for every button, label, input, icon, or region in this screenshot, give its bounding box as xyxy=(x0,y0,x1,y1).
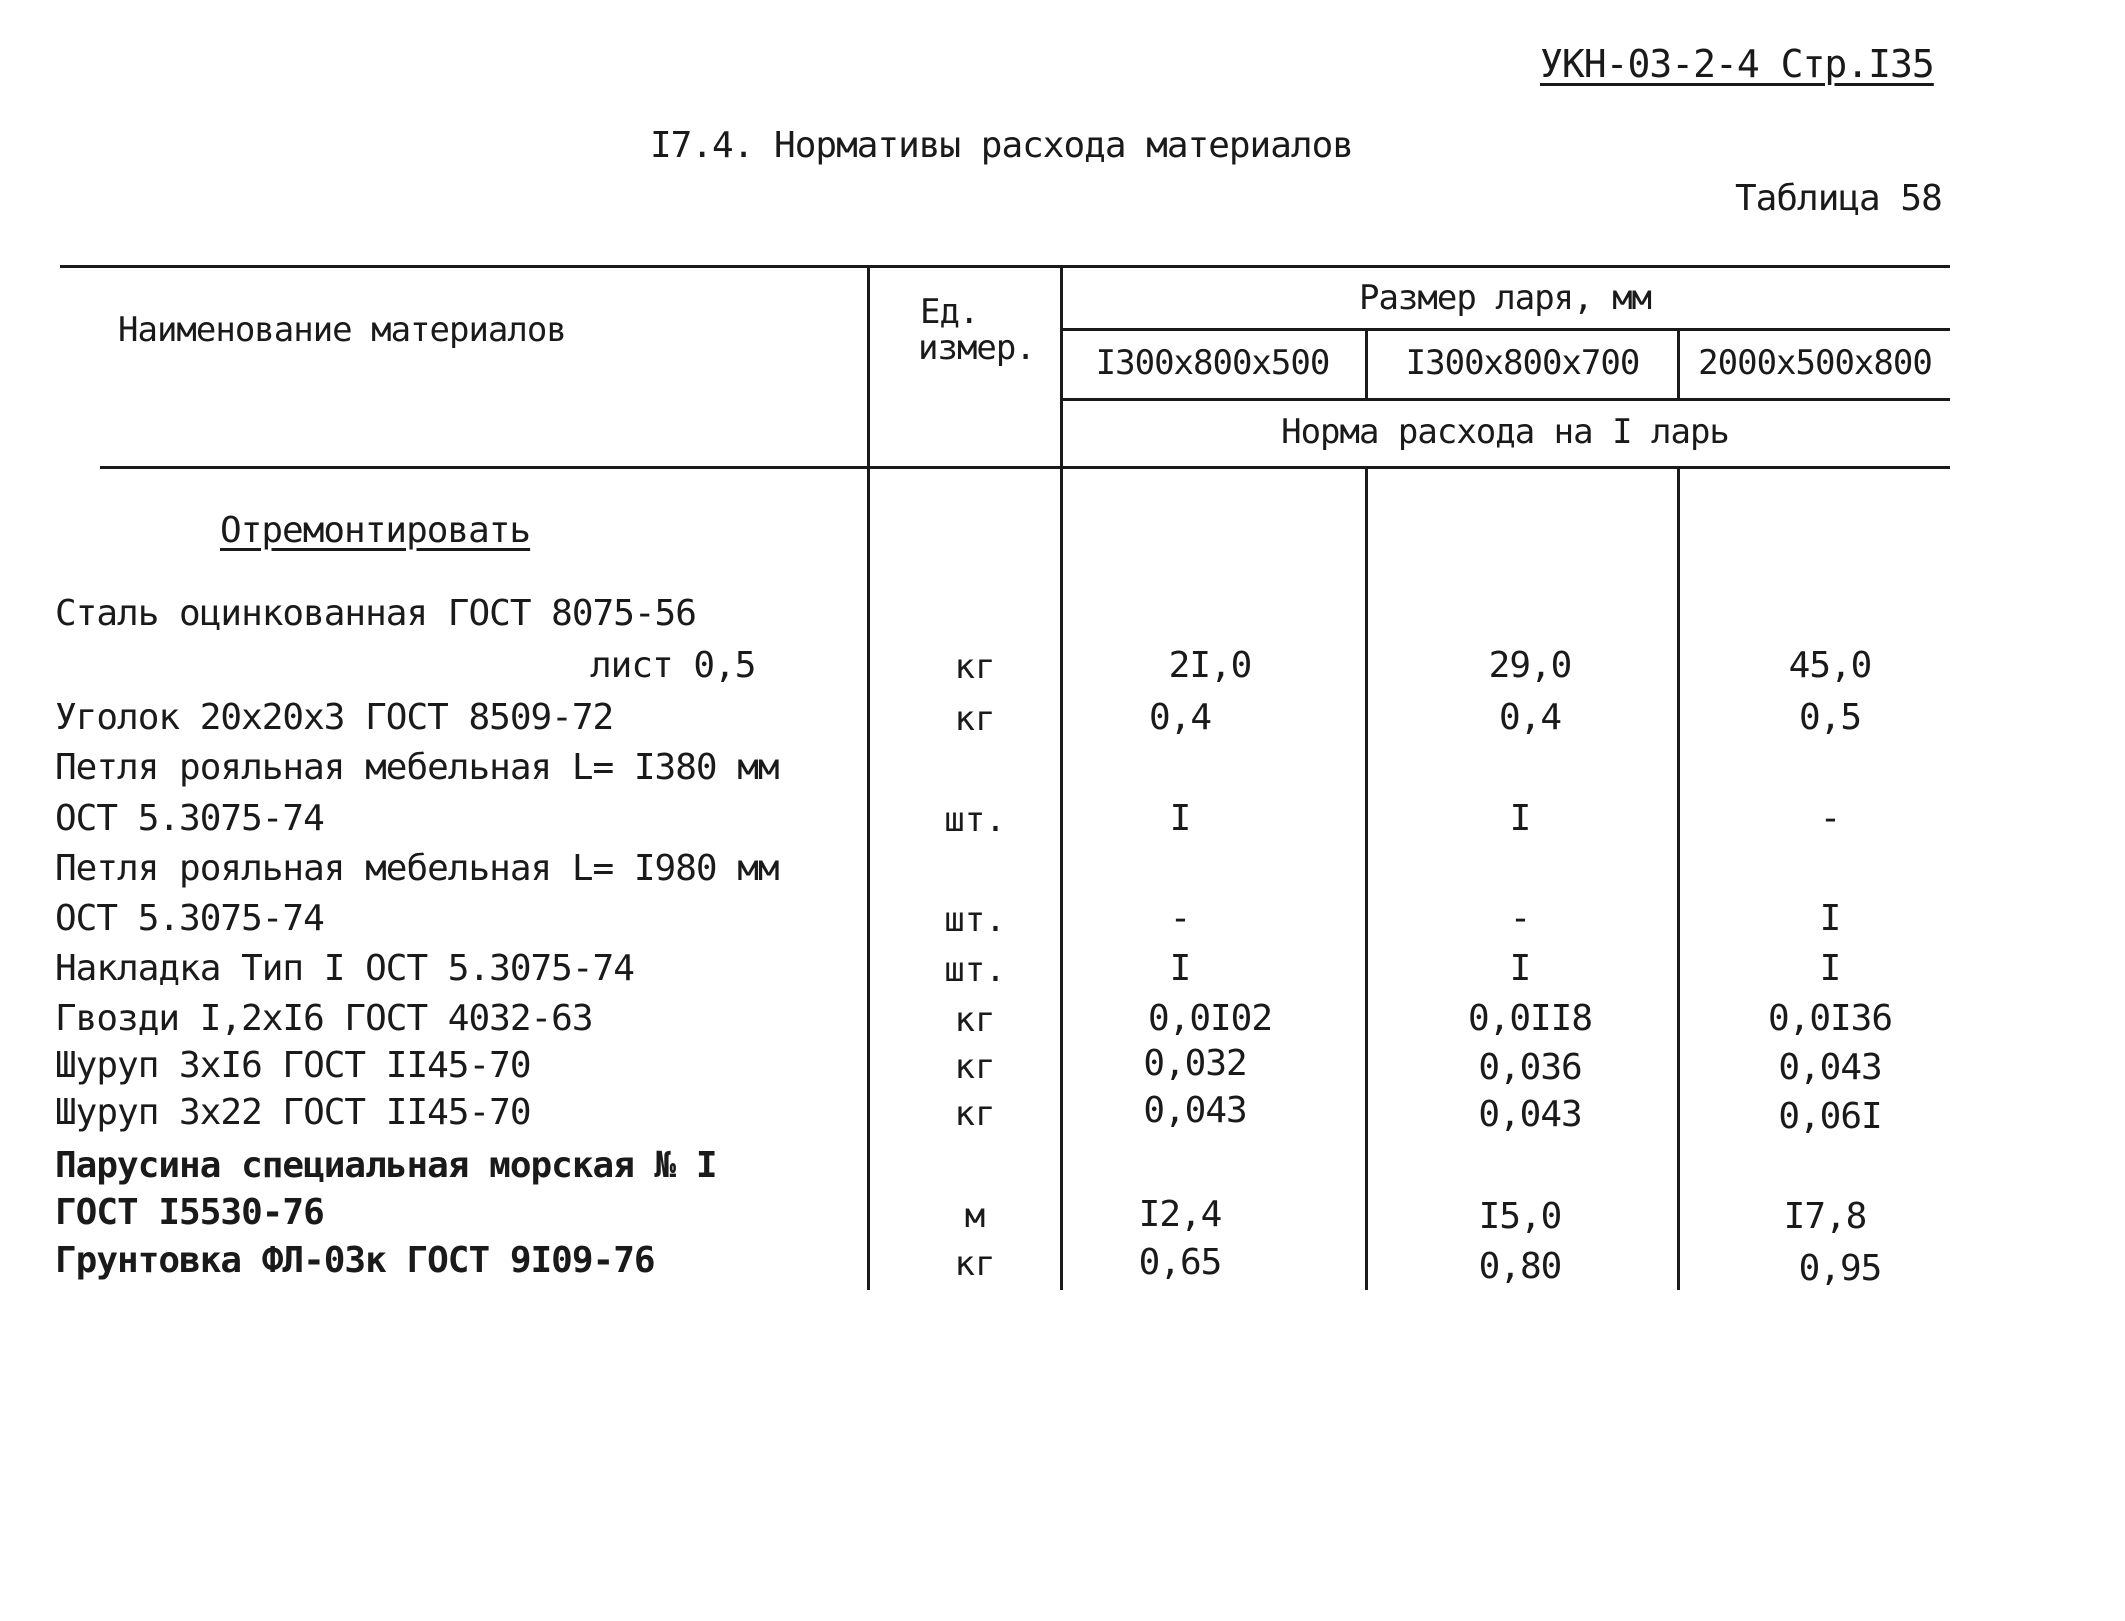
row-value-size2: I xyxy=(1509,798,1531,839)
row-value-size2: 0,043 xyxy=(1478,1094,1582,1135)
row-value-size1: 0,0I02 xyxy=(1147,998,1273,1039)
row-unit: кг xyxy=(954,1047,996,1087)
header-norm-label: Норма расхода на I ларь xyxy=(1281,412,1729,452)
document-reference: УКН-03-2-4 Стр.I35 xyxy=(1540,42,1934,86)
row-value-size2: I5,0 xyxy=(1478,1196,1562,1237)
row-unit: м xyxy=(964,1196,986,1236)
section-title: I7.4. Нормативы расхода материалов xyxy=(650,125,1353,166)
row-value-size3: 0,06I xyxy=(1778,1096,1882,1137)
row-unit: кг xyxy=(954,647,996,687)
row-material-name: Шуруп 3xI6 ГОСТ II45-70 xyxy=(55,1045,531,1086)
row-value-size1: I2,4 xyxy=(1138,1194,1222,1235)
row-value-size3: 0,0I36 xyxy=(1767,998,1893,1039)
row-material-name: Петля рояльная мебельная L= I380 мм xyxy=(55,747,779,788)
row-value-size3: 45,0 xyxy=(1788,645,1872,686)
header-size-1: I300x800x500 xyxy=(1095,343,1330,383)
row-material-name: Гвозди I,2xI6 ГОСТ 4032-63 xyxy=(55,998,593,1039)
header-size-2: I300x800x700 xyxy=(1405,343,1640,383)
row-value-size2: 29,0 xyxy=(1488,645,1572,686)
row-value-size1: I xyxy=(1169,798,1191,839)
row-value-size1: - xyxy=(1169,898,1191,939)
row-value-size1: I xyxy=(1169,948,1191,989)
row-value-size2: I xyxy=(1509,948,1531,989)
row-value-size3: 0,043 xyxy=(1778,1047,1882,1088)
header-size-group: Размер ларя, мм xyxy=(1358,278,1652,318)
row-material-name: Сталь оцинкованная ГОСТ 8075-56 xyxy=(55,593,696,634)
row-value-size2: 0,0II8 xyxy=(1467,998,1593,1039)
header-bottom-rule xyxy=(100,466,1950,469)
table-top-rule xyxy=(60,265,1950,268)
row-material-name: Петля рояльная мебельная L= I980 мм xyxy=(55,848,779,889)
row-material-name: Грунтовка ФЛ-03к ГОСТ 9I09-76 xyxy=(55,1240,655,1281)
row-value-size3: I xyxy=(1819,898,1841,939)
row-unit: кг xyxy=(954,1094,996,1134)
sizes-top-rule xyxy=(1060,328,1950,331)
row-value-size3: 0,95 xyxy=(1798,1248,1882,1289)
header-unit-line2: измер. xyxy=(918,328,1035,368)
size2-size3-body-divider xyxy=(1677,466,1680,1290)
row-material-name: ГОСТ I5530-76 xyxy=(55,1192,324,1233)
row-unit: кг xyxy=(954,1244,996,1284)
header-material-name: Наименование материалов xyxy=(118,310,566,350)
row-material-name: ОСТ 5.3075-74 xyxy=(55,898,324,939)
row-value-size3: I xyxy=(1819,948,1841,989)
row-value-size1: 2I,0 xyxy=(1168,645,1252,686)
header-unit-line1: Ед. xyxy=(920,292,979,332)
row-value-size1: 0,65 xyxy=(1138,1242,1222,1283)
row-value-size1: 0,4 xyxy=(1148,697,1212,738)
name-unit-divider xyxy=(867,265,870,1290)
row-value-size1: 0,043 xyxy=(1143,1090,1247,1131)
group-title: Отремонтировать xyxy=(220,510,531,551)
row-material-name: Парусина специальная морская № I xyxy=(55,1145,717,1186)
row-value-size3: - xyxy=(1819,798,1841,839)
row-material-name: Шуруп 3x22 ГОСТ II45-70 xyxy=(55,1092,531,1133)
row-material-name: Накладка Тип I ОСТ 5.3075-74 xyxy=(55,948,634,989)
row-value-size3: 0,5 xyxy=(1798,697,1862,738)
row-material-name: ОСТ 5.3075-74 xyxy=(55,798,324,839)
header-size-3: 2000x500x800 xyxy=(1698,343,1932,383)
row-value-size3: I7,8 xyxy=(1783,1196,1867,1237)
row-value-size2: - xyxy=(1509,898,1531,939)
row-material-name: лист 0,5 xyxy=(590,645,756,686)
table-label: Таблица 58 xyxy=(1735,178,1942,219)
row-value-size2: 0,80 xyxy=(1478,1246,1562,1287)
row-material-name: Уголок 20x20x3 ГОСТ 8509-72 xyxy=(55,697,614,738)
row-value-size1: 0,032 xyxy=(1143,1043,1247,1084)
row-value-size2: 0,036 xyxy=(1478,1047,1582,1088)
row-unit: кг xyxy=(954,699,996,739)
row-value-size2: 0,4 xyxy=(1498,697,1562,738)
sizes-bottom-rule xyxy=(1060,398,1950,401)
row-unit: кг xyxy=(954,1000,996,1040)
row-unit: шт. xyxy=(944,900,1006,940)
size1-size2-body-divider xyxy=(1365,466,1368,1290)
row-unit: шт. xyxy=(944,800,1006,840)
row-unit: шт. xyxy=(944,950,1006,990)
